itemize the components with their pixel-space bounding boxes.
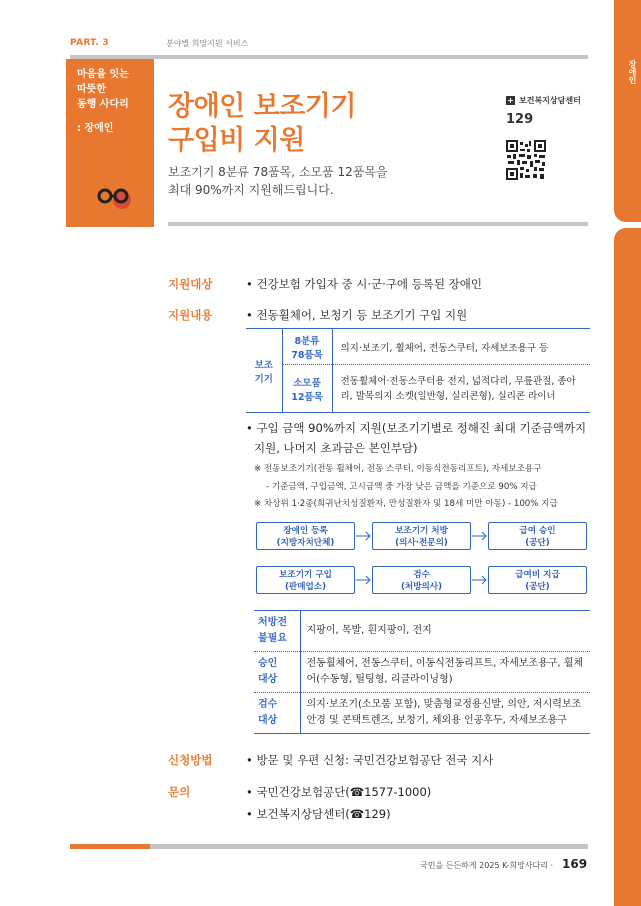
description-line1: 보조기기 8분류 78품목, 소모품 12품목을 <box>168 165 388 179</box>
content-text: • 전동휠체어, 보청기 등 보조기기 구입 지원 <box>246 308 468 322</box>
flow-step-title: 급여 승인 <box>519 526 556 536</box>
side-tab[interactable] <box>614 0 641 222</box>
flow-step-title: 급여비 지급 <box>515 570 560 580</box>
description-line2: 최대 90%까지 지원해드립니다. <box>168 183 334 197</box>
flow-step-2 <box>372 522 471 550</box>
arrow-right-icon <box>472 575 488 585</box>
apply-label: 신청방법 <box>168 753 213 767</box>
header-subtitle: 분야별 희망지원 서비스 <box>166 39 249 48</box>
flow-step-1 <box>256 522 355 550</box>
device-row-head: 소모품 12품목 <box>282 365 332 413</box>
flow-step-5 <box>372 566 471 594</box>
contact-center-label <box>506 95 581 106</box>
arrow-right-icon <box>356 575 372 585</box>
device-row-text: 전동휠체어·전동스쿠터용 전지, 넓적다리, 무릎관절, 종아리, 발목의지 소켓(일반형, 실리콘형), 실리콘 라이너 <box>332 365 590 413</box>
side-tab-lower <box>614 228 641 906</box>
prescription-row-text: 의지·보조기(소모품 포함), 맞춤형교정용신발, 의안, 저시력보조안경 및 콘택트렌즈, 보청기, 체외용 인공후두, 자세보조용구 <box>306 699 582 726</box>
device-group-label: 보조 기기 <box>246 329 282 413</box>
category-line1: 마음을 잇는 <box>77 69 129 80</box>
prescription-row-head: 검수 대상 <box>254 693 300 734</box>
footer-text: 국민을 든든하게 2025 K-희망사다리 · <box>420 861 554 870</box>
side-tab-label: 장애인 <box>628 60 637 84</box>
flow-step-sub: (공단) <box>525 582 550 592</box>
category-line3: 동행 사다리 <box>77 99 129 110</box>
flow-step-sub: (의사·전문의) <box>395 538 448 548</box>
device-row-head: 8분류 78품목 <box>282 329 332 365</box>
flow-step-sub: (공단) <box>525 538 550 548</box>
prescription-row-text: 전동휠체어, 전동스쿠터, 이동식전동리프트, 자세보조용구, 휠체어(수동형, 틸팅형, 리클라이닝형) <box>300 652 590 693</box>
qr-code-icon[interactable] <box>506 140 546 180</box>
prescription-row-head: 처방전 불필요 <box>254 611 300 652</box>
support-note1: ※ 전동보조기기(전동 휠체어, 전동 스쿠터, 이동식전동리프트), 자세보조용구 <box>254 464 542 474</box>
plus-icon: + <box>507 96 514 105</box>
flow-step-sub: (처방의사) <box>400 582 443 592</box>
inquiry-text-2: • 보건복지상담센터(☎129) <box>246 807 391 821</box>
page-number: 169 <box>562 857 588 871</box>
support-line2: 지원, 나머지 초과금은 본인부담) <box>254 441 418 455</box>
contact-center-name: 보건복지상담센터 <box>519 96 581 105</box>
content-label: 지원내용 <box>168 308 213 322</box>
support-note2: - 기준금액, 구입금액, 고시금액 중 가장 낮은 금액을 기준으로 90% 지급 <box>266 482 537 492</box>
prescription-table <box>254 610 590 734</box>
flow-step-4 <box>256 566 355 594</box>
arrow-right-icon <box>356 531 372 541</box>
glasses-icon <box>94 185 134 215</box>
flow-step-sub: (지방자치단체) <box>276 538 335 548</box>
flow-step-title: 보조기기 구입 <box>279 570 332 580</box>
flow-step-title: 검수 <box>413 570 430 580</box>
category-line2: 따뜻한 <box>77 84 106 95</box>
category-box <box>66 59 154 227</box>
flow-step-sub: (판매업소) <box>284 582 327 592</box>
part-label: PART. 3 <box>70 38 109 48</box>
footer-accent-bar <box>70 844 150 849</box>
flow-step-title: 보조기기 처방 <box>395 526 448 536</box>
flow-step-3 <box>488 522 587 550</box>
section-divider <box>168 222 588 226</box>
target-label: 지원대상 <box>168 277 213 291</box>
flow-step-6 <box>488 566 587 594</box>
contact-center-number: 129 <box>506 112 534 127</box>
target-text: • 건강보험 가입자 중 시·군·구에 등록된 장애인 <box>246 277 482 291</box>
device-table <box>246 328 590 413</box>
footer-rule <box>150 844 588 849</box>
device-row-text: 의지·보조기, 휠체어, 전동스쿠터, 자세보조용구 등 <box>332 329 590 365</box>
page-title-line1: 장애인 보조기기 <box>168 91 356 122</box>
support-note3: ※ 차상위 1·2종(희귀난치성질환자, 만성질환자 및 18세 미만 아동) - 100% 지급 <box>254 499 558 509</box>
arrow-right-icon <box>472 531 488 541</box>
category-line4: : 장애인 <box>77 123 114 134</box>
page-title-line2: 구입비 지원 <box>168 125 305 156</box>
flow-step-title: 장애인 등록 <box>283 526 328 536</box>
inquiry-text-1: • 국민건강보험공단(☎1577-1000) <box>246 785 432 799</box>
support-line1: • 구입 금액 90%까지 지원(보조기기별로 정해진 최대 기준금액까지 <box>246 421 587 435</box>
inquiry-label: 문의 <box>168 785 191 799</box>
apply-text: • 방문 및 우편 신청: 국민건강보험공단 전국 지사 <box>246 753 494 767</box>
prescription-row-head: 승인 대상 <box>254 652 300 693</box>
prescription-row-text: 지팡이, 목발, 흰지팡이, 전지 <box>300 611 590 652</box>
